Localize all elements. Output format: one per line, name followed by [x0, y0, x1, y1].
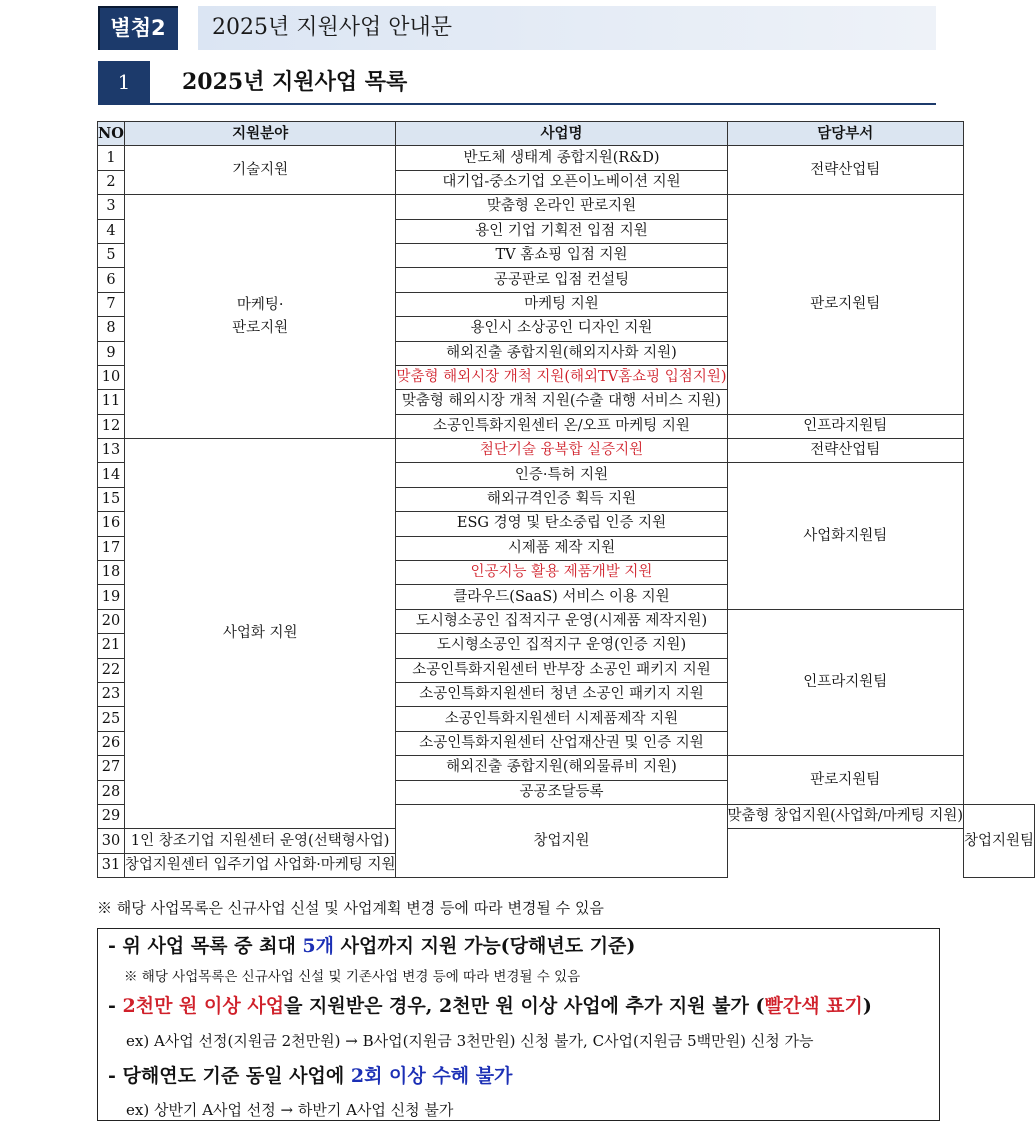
row-name: 공공판로 입점 컨설팅	[396, 268, 727, 292]
highlight: 2회 이상 수혜 불가	[350, 1065, 513, 1087]
row-no: 15	[98, 487, 125, 511]
row-name: 인공지능 활용 제품개발 지원	[396, 561, 727, 585]
row-name: 소공인특화지원센터 온/오프 마케팅 지원	[396, 414, 727, 438]
row-name: 맞춤형 온라인 판로지원	[396, 195, 727, 219]
row-name: 해외규격인증 획득 지원	[396, 487, 727, 511]
table-footnote: ※ 해당 사업목록은 신규사업 신설 및 사업계획 변경 등에 따라 변경될 수 있음	[97, 899, 604, 917]
row-no: 9	[98, 341, 125, 365]
section-number: 1	[98, 61, 150, 103]
row-no: 29	[98, 804, 125, 828]
row-name: 맞춤형 창업지원(사업화/마케팅 지원)	[727, 804, 964, 828]
row-no: 17	[98, 536, 125, 560]
row-name: 소공인특화지원센터 산업재산권 및 인증 지원	[396, 731, 727, 755]
row-name: 소공인특화지원센터 시제품제작 지원	[396, 707, 727, 731]
row-no: 25	[98, 707, 125, 731]
highlight: 5개	[302, 935, 334, 957]
row-name: 대기업-중소기업 오픈이노베이션 지원	[396, 170, 727, 194]
dept-cell: 판로지원팀	[727, 195, 964, 415]
dept-cell: 사업화지원팀	[727, 463, 964, 609]
col-no: NO	[98, 122, 125, 146]
row-no: 5	[98, 243, 125, 267]
row-no: 4	[98, 219, 125, 243]
row-no: 18	[98, 561, 125, 585]
row-name: 도시형소공인 집적지구 운영(인증 지원)	[396, 634, 727, 658]
row-no: 31	[98, 853, 125, 877]
area-line: 판로지원	[232, 319, 289, 336]
col-name: 사업명	[396, 122, 727, 146]
notice-line-4: ex) A사업 선정(지원금 2천만원) → B사업(지원금 3천만원) 신청 불가, C사업(지원금 5백만원) 신청 가능	[126, 1032, 814, 1050]
row-no: 26	[98, 731, 125, 755]
row-name: 첨단기술 융복합 실증지원	[396, 439, 727, 463]
attachment-badge: 별첨2	[98, 6, 178, 50]
text: )	[862, 995, 872, 1017]
row-name: 도시형소공인 집적지구 운영(시제품 제작지원)	[396, 609, 727, 633]
highlight: 빨간색 표기	[764, 995, 863, 1017]
row-no: 11	[98, 390, 125, 414]
notice-line-6: ex) 상반기 A사업 선정 → 하반기 A사업 신청 불가	[126, 1101, 454, 1119]
section-title: 2025년 지원사업 목록	[182, 69, 408, 95]
row-name: 창업지원센터 입주기업 사업화·마케팅 지원	[124, 853, 396, 877]
row-no: 3	[98, 195, 125, 219]
area-cell: 창업지원	[396, 804, 727, 877]
table-row	[98, 146, 1035, 170]
row-name: 용인 기업 기획전 입점 지원	[396, 219, 727, 243]
row-name: TV 홈쇼핑 입점 지원	[396, 243, 727, 267]
notice-line-2: ※ 해당 사업목록은 신규사업 신설 및 기존사업 변경 등에 따라 변경될 수 있음	[124, 969, 581, 985]
section-header	[98, 61, 936, 105]
row-name: 소공인특화지원센터 청년 소공인 패키지 지원	[396, 682, 727, 706]
row-name: 마케팅 지원	[396, 292, 727, 316]
col-dept: 담당부서	[727, 122, 964, 146]
text: 을 지원받은 경우, 2천만 원 이상 사업에 추가 지원 불가 (	[284, 995, 765, 1017]
row-name: ESG 경영 및 탄소중립 인증 지원	[396, 512, 727, 536]
dept-cell: 창업지원팀	[964, 804, 1035, 877]
row-no: 23	[98, 682, 125, 706]
table-row	[98, 439, 1035, 463]
area-cell: 기술지원	[124, 146, 396, 195]
dept-cell: 인프라지원팀	[727, 414, 964, 438]
notice-box	[97, 928, 940, 1121]
dept-cell: 전략산업팀	[727, 146, 964, 195]
dept-cell: 전략산업팀	[727, 439, 964, 463]
text: - 당해연도 기준 동일 사업에	[108, 1065, 351, 1087]
row-name: 공공조달등록	[396, 780, 727, 804]
page-title: 2025년 지원사업 안내문	[198, 6, 936, 50]
table-header-row	[98, 122, 1035, 146]
row-name: 해외진출 종합지원(해외지사화 지원)	[396, 341, 727, 365]
row-no: 21	[98, 634, 125, 658]
row-name: 시제품 제작 지원	[396, 536, 727, 560]
row-name: 맞춤형 해외시장 개척 지원(해외TV홈쇼핑 입점지원)	[396, 365, 727, 389]
row-no: 28	[98, 780, 125, 804]
area-cell	[124, 195, 396, 439]
row-no: 20	[98, 609, 125, 633]
text: - 위 사업 목록 중 최대	[108, 935, 303, 957]
page-header	[98, 6, 936, 50]
row-name: 소공인특화지원센터 반부장 소공인 패키지 지원	[396, 658, 727, 682]
row-no: 1	[98, 146, 125, 170]
area-cell: 사업화 지원	[124, 439, 396, 829]
area-line: 마케팅·	[236, 296, 284, 313]
text: -	[108, 995, 123, 1017]
row-no: 22	[98, 658, 125, 682]
row-no: 2	[98, 170, 125, 194]
text: 사업까지 지원 가능(당해년도 기준)	[334, 935, 636, 957]
row-no: 8	[98, 317, 125, 341]
dept-cell: 판로지원팀	[727, 756, 964, 805]
row-name: 해외진출 종합지원(해외물류비 지원)	[396, 756, 727, 780]
notice-line-3	[108, 991, 872, 1018]
row-no: 6	[98, 268, 125, 292]
notice-line-1	[108, 931, 635, 958]
row-no: 12	[98, 414, 125, 438]
col-area: 지원분야	[124, 122, 396, 146]
row-name: 반도체 생태계 종합지원(R&D)	[396, 146, 727, 170]
row-no: 27	[98, 756, 125, 780]
table-row	[98, 195, 1035, 219]
row-name: 클라우드(SaaS) 서비스 이용 지원	[396, 585, 727, 609]
row-no: 10	[98, 365, 125, 389]
row-no: 30	[98, 829, 125, 853]
program-table	[97, 121, 1035, 878]
row-no: 16	[98, 512, 125, 536]
row-no: 14	[98, 463, 125, 487]
row-name: 인증·특허 지원	[396, 463, 727, 487]
row-no: 19	[98, 585, 125, 609]
highlight: 2천만 원 이상 사업	[122, 995, 285, 1017]
dept-cell: 인프라지원팀	[727, 609, 964, 755]
row-no: 13	[98, 439, 125, 463]
row-no: 7	[98, 292, 125, 316]
row-name: 맞춤형 해외시장 개척 지원(수출 대행 서비스 지원)	[396, 390, 727, 414]
notice-line-5	[108, 1061, 512, 1088]
row-name: 용인시 소상공인 디자인 지원	[396, 317, 727, 341]
row-name: 1인 창조기업 지원센터 운영(선택형사업)	[124, 829, 396, 853]
